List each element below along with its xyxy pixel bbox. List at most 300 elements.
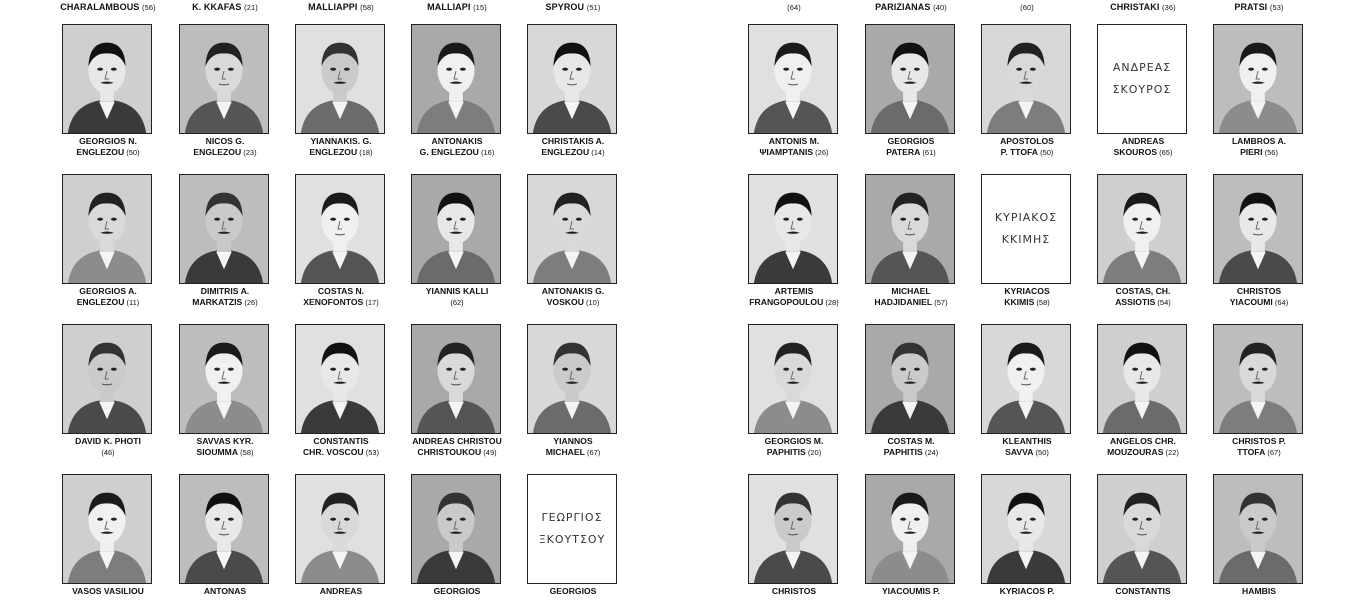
portrait-caption (1093, 586, 1193, 597)
caption-line-1 (1093, 586, 1193, 597)
portrait-photo-image (866, 25, 954, 133)
caption-name: ANGELOS CHR. (1110, 436, 1176, 446)
caption-name: COSTAS N. (317, 286, 365, 296)
caption-surname: PAPHITIS (766, 447, 806, 457)
portrait-photo (748, 324, 838, 434)
portrait-photo (411, 474, 501, 584)
portrait-caption (744, 586, 844, 597)
portrait-caption (861, 436, 961, 458)
caption-line-2 (977, 447, 1077, 458)
portrait-photo (865, 474, 955, 584)
caption-surname: ENGLEZOU (309, 147, 358, 157)
caption-line-1 (1209, 586, 1309, 597)
portrait-photo (527, 24, 617, 134)
caption-line-1 (861, 586, 961, 597)
portrait-caption (523, 286, 623, 308)
caption-name: GEORGIOS M. (764, 436, 824, 446)
caption-line-1 (744, 586, 844, 597)
caption-surname: KKIMIS (1004, 297, 1035, 307)
caption-name: CHRISTOS P. (1232, 436, 1286, 446)
caption-name: GEORGIOS (433, 586, 481, 596)
portrait-caption (58, 136, 158, 158)
caption-age: (58) (1034, 298, 1050, 307)
caption-line-1 (744, 136, 844, 147)
portrait-caption (523, 136, 623, 158)
caption-surname: TTOFA (1237, 447, 1266, 457)
caption-line-2 (1093, 447, 1193, 458)
caption-name: ANTONAKIS G. (541, 286, 605, 296)
name-placard (527, 474, 617, 584)
portrait-caption (407, 436, 507, 458)
portrait-photo-image (296, 475, 384, 583)
caption-name: COSTAS M. (887, 436, 935, 446)
portrait-photo-image (749, 475, 837, 583)
caption-name: GEORGIOS (549, 586, 597, 596)
top-caption (1093, 0, 1193, 15)
caption-line-1 (1209, 136, 1309, 147)
caption-surname: CHR. VOSCOU (302, 447, 364, 457)
caption-line-1 (744, 286, 844, 297)
portrait-photo-image (296, 325, 384, 433)
caption-line-1 (291, 286, 391, 297)
placard-text: ΚΚΙΜΗΣ (1001, 233, 1051, 246)
caption-line-1 (407, 586, 507, 597)
portrait-photo-image (866, 475, 954, 583)
caption-surname: CHRISTOUKOU (417, 447, 482, 457)
caption-line-2 (744, 447, 844, 458)
caption-name: NICOS G. (205, 136, 245, 146)
caption-name: APOSTOLOS (1000, 136, 1054, 146)
caption-age: (28) (823, 298, 839, 307)
caption-age: (18) (357, 148, 373, 157)
caption-age: (22) (1163, 448, 1179, 457)
top-caption-age: (64) (787, 3, 801, 12)
caption-name: CHRISTOS (1236, 286, 1282, 296)
portrait-caption (58, 586, 158, 597)
top-caption-age: (40) (933, 3, 947, 12)
portrait-caption (1209, 286, 1309, 308)
portrait-caption (58, 286, 158, 308)
portrait-photo-image (866, 325, 954, 433)
caption-name: CHRISTOS (771, 586, 817, 596)
placard-text: ΞΚΟΥΤΣΟΥ (538, 533, 606, 546)
caption-surname: VOSKOU (546, 297, 584, 307)
caption-name: KYRIACOS (1004, 286, 1050, 296)
caption-name: ANTONIS M. (768, 136, 820, 146)
caption-name: YIANNOS (553, 436, 593, 446)
caption-surname: ENGLEZOU (76, 147, 125, 157)
caption-age: (57) (932, 298, 948, 307)
caption-age: (65) (1157, 148, 1173, 157)
portrait-photo (179, 24, 269, 134)
portrait-photo (1213, 474, 1303, 584)
caption-line-2 (977, 147, 1077, 158)
portrait-photo (748, 174, 838, 284)
caption-name: KYRIACOS P. (999, 586, 1055, 596)
portrait-photo (295, 474, 385, 584)
caption-name: VASOS VASILIOU (72, 586, 144, 596)
top-caption (861, 0, 961, 15)
caption-surname: YIACOUMI (1229, 297, 1273, 307)
top-caption-age: (60) (1020, 3, 1034, 12)
portrait-caption (1093, 436, 1193, 458)
portrait-photo-image (296, 25, 384, 133)
caption-name: KLEANTHIS (1002, 436, 1052, 446)
caption-line-1 (1093, 286, 1193, 297)
top-caption-age: (51) (586, 3, 601, 12)
top-caption-age: (56) (142, 3, 156, 12)
portrait-photo-image (528, 25, 616, 133)
caption-line-2 (861, 147, 961, 158)
portrait-photo (865, 24, 955, 134)
portrait-photo (1097, 474, 1187, 584)
portrait-photo (411, 24, 501, 134)
top-caption (291, 0, 391, 15)
caption-line-2 (175, 147, 275, 158)
caption-line-2 (1209, 147, 1309, 158)
caption-age: (61) (920, 148, 936, 157)
caption-age: (26) (813, 148, 829, 157)
portrait-caption (1209, 436, 1309, 458)
caption-name: DIMITRIS A. (200, 286, 250, 296)
top-caption-name: MALLIAPI (427, 2, 471, 12)
caption-surname: MICHAEL (545, 447, 585, 457)
top-caption-name: CHARALAMBOUS (60, 2, 140, 12)
top-caption-name: K. KKAFAS (192, 2, 242, 12)
caption-line-2 (744, 297, 844, 308)
caption-line-1 (175, 136, 275, 147)
portrait-photo (411, 324, 501, 434)
top-caption-age: (36) (1162, 3, 1176, 12)
portrait-caption (861, 286, 961, 308)
portrait-photo-image (63, 325, 151, 433)
name-placard (1097, 24, 1187, 134)
portrait-photo (748, 24, 838, 134)
caption-age: (17) (363, 298, 379, 307)
portrait-caption (58, 436, 158, 458)
portrait-caption (291, 586, 391, 597)
caption-line-1 (1093, 136, 1193, 147)
portrait-photo (527, 174, 617, 284)
top-caption-name: CHRISTAKI (1110, 2, 1160, 12)
portrait-photo-image (63, 25, 151, 133)
caption-name: YIANNIS KALLI (425, 286, 489, 296)
caption-age: (23) (241, 148, 257, 157)
portrait-caption (175, 286, 275, 308)
portrait-photo (748, 474, 838, 584)
portrait-photo-image (63, 475, 151, 583)
portrait-photo (62, 24, 152, 134)
caption-age: (50) (124, 148, 140, 157)
caption-surname: HADJIDANIEL (874, 297, 933, 307)
caption-surname: ASSIOTIS (1115, 297, 1156, 307)
caption-name: HAMBIS (1242, 586, 1276, 596)
portrait-photo-image (180, 475, 268, 583)
portrait-caption (407, 286, 507, 308)
portrait-photo-image (412, 25, 500, 133)
caption-age: (11) (124, 298, 140, 307)
top-caption-name: MALLIAPPI (308, 2, 358, 12)
caption-line-2 (523, 447, 623, 458)
caption-line-1 (861, 436, 961, 447)
portrait-photo-image (180, 25, 268, 133)
portrait-photo (865, 174, 955, 284)
portrait-photo (865, 324, 955, 434)
caption-name: CONSTANTIS (313, 436, 369, 446)
caption-surname: ENGLEZOU (193, 147, 242, 157)
caption-line-2 (58, 297, 158, 308)
caption-surname: MARKATZIS (192, 297, 243, 307)
caption-line-1 (58, 436, 158, 447)
caption-name: CHRISTAKIS A. (541, 136, 605, 146)
caption-line-2 (58, 147, 158, 158)
portrait-photo-image (1098, 475, 1186, 583)
portrait-photo (179, 324, 269, 434)
caption-line-2 (175, 447, 275, 458)
caption-age: (62) (450, 298, 464, 307)
caption-line-2 (861, 447, 961, 458)
placard-text: ΑΝΔΡΕΑΣ (1112, 61, 1172, 74)
caption-name: GEORGIOS (887, 136, 935, 146)
portrait-photo (981, 474, 1071, 584)
caption-line-1 (175, 436, 275, 447)
caption-name: CONSTANTIS (1115, 586, 1171, 596)
caption-surname: SAVVA (1005, 447, 1034, 457)
caption-age: (26) (242, 298, 258, 307)
caption-surname: PIERI (1240, 147, 1263, 157)
caption-surname: PAPHITIS (883, 447, 923, 457)
caption-surname: MOUZOURAS (1107, 447, 1164, 457)
caption-line-1 (175, 586, 275, 597)
caption-line-1 (523, 436, 623, 447)
top-caption-age: (15) (473, 3, 487, 12)
caption-surname: SKOUROS (1113, 147, 1158, 157)
caption-line-1 (1209, 436, 1309, 447)
portrait-photo (1213, 324, 1303, 434)
caption-line-1 (523, 586, 623, 597)
caption-line-1 (291, 586, 391, 597)
portrait-caption (291, 436, 391, 458)
caption-line-2 (1209, 297, 1309, 308)
caption-line-1 (977, 436, 1077, 447)
portrait-photo-image (982, 325, 1070, 433)
portrait-caption (744, 436, 844, 458)
portrait-caption (1093, 136, 1193, 158)
portrait-photo (62, 474, 152, 584)
portrait-caption (977, 136, 1077, 158)
caption-line-1 (407, 436, 507, 447)
portrait-photo-image (412, 475, 500, 583)
placard-text: ΣΚΟΥΡΟΣ (1112, 83, 1172, 96)
caption-line-1 (523, 286, 623, 297)
caption-age: (54) (1155, 298, 1171, 307)
top-caption-age: (53) (1269, 3, 1284, 12)
caption-line-2 (407, 447, 507, 458)
caption-surname: PATERA (886, 147, 921, 157)
portrait-photo (295, 24, 385, 134)
top-caption-age: (58) (360, 3, 374, 12)
caption-line-1 (291, 136, 391, 147)
portrait-caption (977, 586, 1077, 597)
caption-surname: G. ENGLEZOU (419, 147, 479, 157)
caption-line-2 (291, 297, 391, 308)
portrait-photo-image (528, 175, 616, 283)
portrait-photo-image (180, 175, 268, 283)
portrait-photo (527, 324, 617, 434)
caption-line-2 (1209, 447, 1309, 458)
caption-age: (24) (922, 448, 939, 457)
portrait-photo (1213, 24, 1303, 134)
portrait-photo (62, 324, 152, 434)
caption-line-1 (58, 586, 158, 597)
caption-name: YIANNAKIS. G. (310, 136, 372, 146)
caption-line-1 (291, 436, 391, 447)
portrait-caption (1093, 286, 1193, 308)
portrait-photo (179, 474, 269, 584)
caption-age: (56) (1262, 148, 1278, 157)
caption-age: (67) (584, 448, 601, 457)
caption-line-1 (861, 136, 961, 147)
portrait-photo-image (1098, 325, 1186, 433)
caption-name: LAMBROS A. (1231, 136, 1287, 146)
caption-name: GEORGIOS N. (79, 136, 137, 146)
caption-line-2 (1093, 147, 1193, 158)
portrait-photo-image (412, 325, 500, 433)
caption-name: ANDREAS (1121, 136, 1165, 146)
caption-age: (50) (1033, 448, 1049, 457)
portrait-caption (291, 136, 391, 158)
portrait-caption (861, 136, 961, 158)
top-caption-name: PRATSI (1234, 2, 1268, 12)
portrait-photo-image (1214, 325, 1302, 433)
caption-line-1 (977, 586, 1077, 597)
portrait-caption (977, 286, 1077, 308)
portrait-photo-image (63, 175, 151, 283)
portrait-caption (175, 586, 275, 597)
caption-line-1 (977, 136, 1077, 147)
top-caption (58, 0, 158, 15)
caption-age: (58) (238, 448, 254, 457)
caption-age: (53) (363, 448, 380, 457)
caption-age: (64) (1272, 298, 1289, 307)
caption-line-2 (58, 447, 158, 458)
portrait-photo (62, 174, 152, 284)
top-caption (407, 0, 507, 15)
caption-surname: SIOUMMA (196, 447, 239, 457)
portrait-photo (1213, 174, 1303, 284)
caption-line-2 (407, 297, 507, 308)
caption-age: (20) (805, 448, 822, 457)
caption-line-1 (1093, 436, 1193, 447)
caption-name: COSTAS, CH. (1115, 286, 1171, 296)
portrait-photo-image (749, 25, 837, 133)
portrait-caption (977, 436, 1077, 458)
top-caption-name: PARIZIANAS (875, 2, 931, 12)
portrait-caption (861, 586, 961, 597)
top-caption (977, 0, 1077, 15)
caption-name: ARTEMIS (774, 286, 814, 296)
portrait-photo-image (1098, 175, 1186, 283)
portrait-caption (407, 586, 507, 597)
portrait-caption (523, 436, 623, 458)
caption-line-1 (175, 286, 275, 297)
caption-name: ANDREAS CHRISTOU (412, 436, 502, 446)
caption-age: (16) (478, 148, 495, 157)
portrait-photo-image (982, 475, 1070, 583)
portrait-caption (175, 436, 275, 458)
portrait-photo-image (180, 325, 268, 433)
portrait-photo (295, 324, 385, 434)
portrait-photo-image (412, 175, 500, 283)
caption-name: MICHAEL (891, 286, 931, 296)
caption-name: ANTONAS (203, 586, 247, 596)
portrait-caption (291, 286, 391, 308)
caption-age: (46) (101, 448, 115, 457)
caption-line-2 (291, 447, 391, 458)
caption-name: GEORGIOS A. (79, 286, 137, 296)
caption-name: DAVID K. PHOTI (75, 436, 141, 446)
caption-name: YIACOUMIS P. (881, 586, 941, 596)
caption-age: (50) (1038, 148, 1054, 157)
caption-age: (10) (583, 298, 600, 307)
portrait-photo (179, 174, 269, 284)
caption-name: SAVVAS KYR. (196, 436, 254, 446)
portrait-photo-image (1214, 175, 1302, 283)
top-caption (175, 0, 275, 15)
caption-age: (49) (481, 448, 497, 457)
portrait-photo (411, 174, 501, 284)
caption-line-1 (861, 286, 961, 297)
portrait-photo-image (1214, 475, 1302, 583)
placard-text: ΓΕΩΡΓΙΟΣ (541, 511, 603, 524)
portrait-photo-image (296, 175, 384, 283)
top-caption-name: SPYROU (545, 2, 585, 12)
portrait-caption (175, 136, 275, 158)
caption-line-2 (407, 147, 507, 158)
portrait-photo (981, 324, 1071, 434)
portrait-photo-image (528, 325, 616, 433)
portrait-photo-image (749, 325, 837, 433)
portrait-caption (523, 586, 623, 597)
caption-surname: ENGLEZOU (541, 147, 590, 157)
top-caption (1209, 0, 1309, 15)
caption-line-2 (744, 147, 844, 158)
caption-line-2 (1093, 297, 1193, 308)
portrait-caption (407, 136, 507, 158)
caption-line-1 (58, 136, 158, 147)
caption-surname: ENGLEZOU (76, 297, 125, 307)
caption-surname: P. TTOFA (1000, 147, 1038, 157)
portrait-photo-image (749, 175, 837, 283)
caption-line-2 (291, 147, 391, 158)
caption-line-2 (523, 297, 623, 308)
portrait-photo (295, 174, 385, 284)
top-caption (523, 0, 623, 15)
top-caption-age: (21) (244, 3, 258, 12)
caption-name: ANDREAS (319, 586, 363, 596)
portrait-photo (1097, 174, 1187, 284)
caption-line-1 (407, 136, 507, 147)
portrait-caption (1209, 586, 1309, 597)
caption-line-1 (744, 436, 844, 447)
caption-line-2 (861, 297, 961, 308)
caption-line-2 (175, 297, 275, 308)
caption-surname: ΨIAMPTANIS (759, 147, 814, 157)
portrait-photo-image (866, 175, 954, 283)
caption-surname: XENOFONTOS (303, 297, 364, 307)
portrait-photo-image (982, 25, 1070, 133)
caption-line-1 (977, 286, 1077, 297)
